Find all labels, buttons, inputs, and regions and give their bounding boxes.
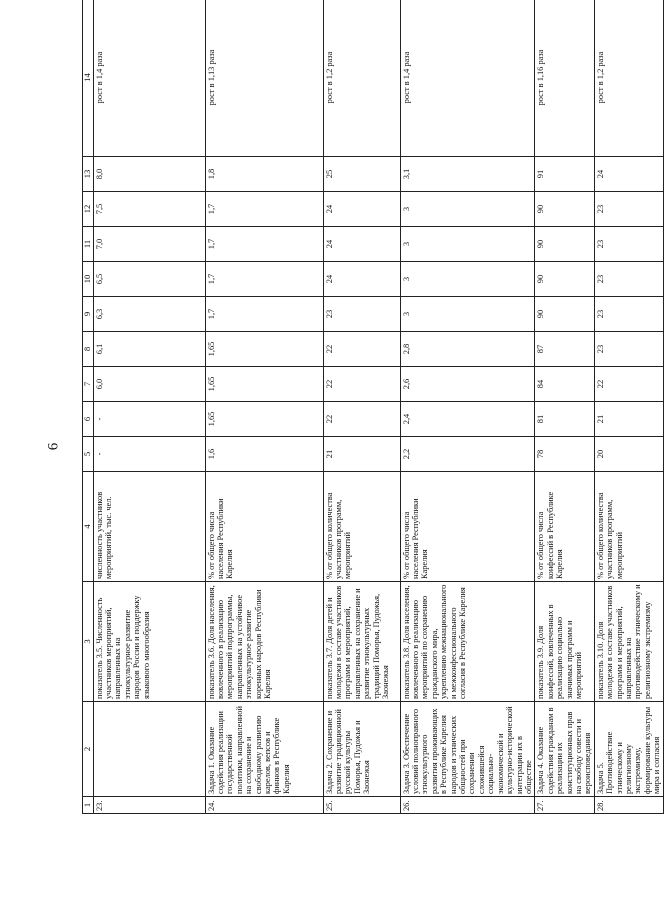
indicator-cell: показатель 3.10. Доля молодежи в составе участников программ и мероприятий, направленных на противодействие этническому и религиозному экстремизму [594,582,663,702]
value-cell: 2,2 [400,437,535,472]
result-cell: рост в 1,2 раза [323,0,400,157]
value-cell: 24 [323,227,400,262]
value-cell: 24 [323,192,400,227]
unit-cell: численность участников мероприятий, тыс. чел. [93,472,205,582]
indicator-cell: показатель 3.9. Доля конфессий, вовлеченных в реализацию социально значимых программ и мероприятий [535,582,594,702]
task-cell: Задача 5. Противодействие этническому и религиозному экстремизму, формирование культуры мира и согласия [594,702,663,797]
row-number-cell: 25. [323,797,400,814]
value-cell: 22 [323,332,400,367]
unit-cell: % от общего числа конфессий в Республике Карелия [535,472,594,582]
value-cell: 21 [323,437,400,472]
value-cell: 2,8 [400,332,535,367]
header-cell: 7 [83,367,94,402]
value-cell: 1,6 [205,437,323,472]
task-cell [93,702,205,797]
value-cell: 90 [535,192,594,227]
value-cell: 23 [594,297,663,332]
table-row [400,0,535,814]
value-cell: 1,7 [205,192,323,227]
value-cell: 3 [400,192,535,227]
value-cell: 24 [594,157,663,192]
indicator-cell: показатель 3.8. Доля населения, вовлеченного в реализацию мероприятий по сохранению гражданского мира, укреплению межнационального и межконфессионального согласия в Республике Карелия [400,582,535,702]
indicator-cell: показатель 3.5. Численность участников мероприятий, направленных на этнокультурное развитие народов России и поддержку языкового многообразия [93,582,205,702]
value-cell: 1,65 [205,367,323,402]
value-cell: 23 [594,262,663,297]
value-cell: 23 [594,332,663,367]
header-cell: 3 [83,582,94,702]
task-cell: Задача 2. Сохранение и развитие традиционной русской культуры Поморья, Пудожья и Заонежья [323,702,400,797]
header-cell: 14 [83,0,94,157]
result-cell: рост в 1,13 раза [205,0,323,157]
value-cell: 7,5 [93,192,205,227]
value-cell: 84 [535,367,594,402]
value-cell: 7,0 [93,227,205,262]
task-cell: Задача 1. Оказание содействия реализации государственной политики, направленной на сохранение и свободному развитию карелов, вепсов и финнов в Республике Карелия [205,702,323,797]
value-cell: 1,7 [205,297,323,332]
value-cell: 6,1 [93,332,205,367]
value-cell: 1,65 [205,402,323,437]
value-cell: 6,5 [93,262,205,297]
column-numbers-row [83,0,94,814]
unit-cell: % от общего числа населения Республики Карелия [205,472,323,582]
value-cell: 21 [594,402,663,437]
row-number-cell: 26. [400,797,535,814]
value-cell: 22 [323,367,400,402]
value-cell: 25 [323,157,400,192]
row-number-cell: 23. [93,797,205,814]
unit-cell: % от общего количества участников программ, мероприятий [594,472,663,582]
value-cell: 3 [400,262,535,297]
indicator-cell: показатель 3.6. Доля населения, вовлеченного в реализацию мероприятий подпрограммы, направленных на устойчивое этнокультурное развитие коренных народов Республики Карелия [205,582,323,702]
table-row [93,0,205,814]
value-cell: 2,4 [400,402,535,437]
value-cell: 20 [594,437,663,472]
value-cell: 1,7 [205,227,323,262]
value-cell: 1,7 [205,262,323,297]
value-cell: - [93,437,205,472]
value-cell: 22 [594,367,663,402]
value-cell: 3 [400,297,535,332]
header-cell: 2 [83,702,94,797]
value-cell: 23 [323,297,400,332]
rotated-table-container [82,19,662,814]
value-cell: 2,6 [400,367,535,402]
header-cell: 9 [83,297,94,332]
task-cell: Задача 4. Оказание содействия гражданам в реализации их конституционных прав на свободу совести и вероисповедания [535,702,594,797]
value-cell: - [93,402,205,437]
table-row [594,0,663,814]
header-cell: 1 [83,797,94,814]
value-cell: 3,1 [400,157,535,192]
row-number-cell: 24. [205,797,323,814]
result-cell: рост в 1,4 раза [400,0,535,157]
task-cell: Задача 3. Обеспечение условий полноправного этнокультурного развития проживающих в Республике Карелия народов и этнических общностей при сохранении сложившейся социально-экономической и культурно-исторической интеграции их в обществе [400,702,535,797]
value-cell: 1,8 [205,157,323,192]
header-cell: 5 [83,437,94,472]
table-row [323,0,400,814]
page-number: 6 [45,442,62,451]
value-cell: 6,3 [93,297,205,332]
value-cell: 90 [535,297,594,332]
row-number-cell: 27. [535,797,594,814]
indicators-table [82,0,664,814]
value-cell: 23 [594,227,663,262]
result-cell: рост в 1,2 раза [594,0,663,157]
value-cell: 81 [535,402,594,437]
header-cell: 11 [83,227,94,262]
unit-cell: % от общего количества участников программ, мероприятий [323,472,400,582]
row-number-cell: 28. [594,797,663,814]
indicator-cell: показатель 3.7. Доля детей и молодежи в составе участников программ и мероприятий, направленных на сохранение и развитие этнокультурных традиций Поморья, Пудожья, Заонежья [323,582,400,702]
header-cell: 8 [83,332,94,367]
value-cell: 90 [535,262,594,297]
header-cell: 10 [83,262,94,297]
table-row [535,0,594,814]
value-cell: 90 [535,227,594,262]
value-cell: 3 [400,227,535,262]
result-cell: рост в 1,4 раза [93,0,205,157]
value-cell: 87 [535,332,594,367]
value-cell: 23 [594,192,663,227]
table-row [205,0,323,814]
value-cell: 24 [323,262,400,297]
header-cell: 13 [83,157,94,192]
value-cell: 8,0 [93,157,205,192]
header-cell: 12 [83,192,94,227]
value-cell: 6,0 [93,367,205,402]
value-cell: 1,65 [205,332,323,367]
header-cell: 4 [83,472,94,582]
header-cell: 6 [83,402,94,437]
result-cell: рост в 1,16 раза [535,0,594,157]
value-cell: 78 [535,437,594,472]
unit-cell: % от общего числа населения Республики Карелия [400,472,535,582]
value-cell: 91 [535,157,594,192]
value-cell: 22 [323,402,400,437]
